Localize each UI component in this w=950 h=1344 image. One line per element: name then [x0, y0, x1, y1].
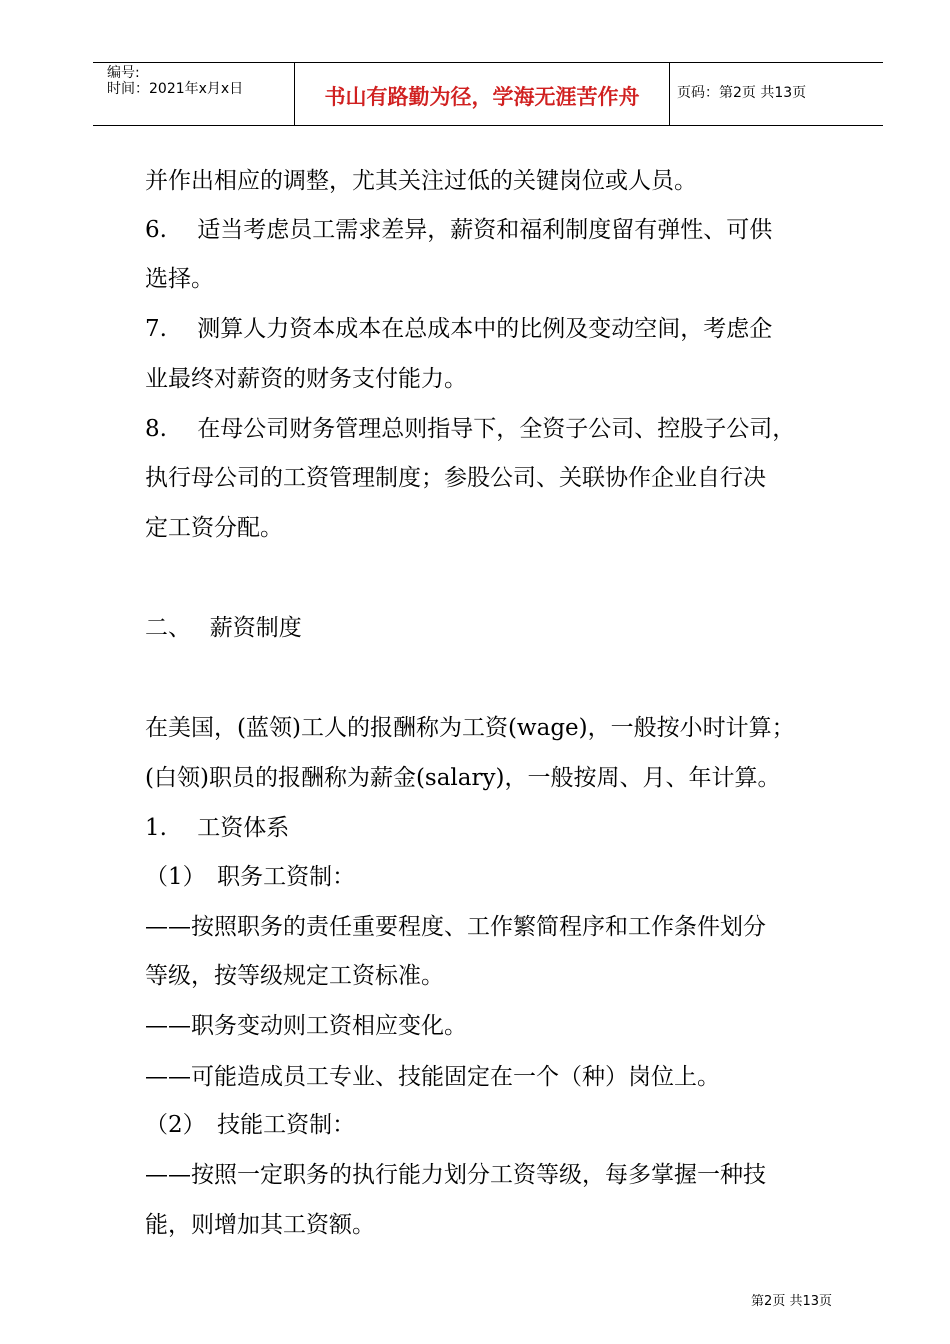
body-line: 执行母公司的工资管理制度；参股公司、关联协作企业自行决 [145, 465, 766, 491]
body-line: 业最终对薪资的财务支付能力。 [145, 366, 467, 392]
body-line: ——按照一定职务的执行能力划分工资等级，每多掌握一种技 [145, 1162, 766, 1188]
header-motto: 书山有路勤为径，学海无涯苦作舟 [324, 85, 640, 109]
body-line: （2） 技能工资制： [145, 1112, 356, 1138]
body-line: 能，则增加其工资额。 [145, 1212, 375, 1238]
header-page-cell [669, 63, 883, 125]
header-motto-cell [294, 63, 670, 125]
header-left-cell [93, 63, 294, 125]
body-line: 8. 在母公司财务管理总则指导下，全资子公司、控股子公司， [145, 416, 796, 442]
body-line: 在美国，(蓝领)工人的报酬称为工资(wage)，一般按小时计算； [145, 715, 795, 741]
body-line: ——可能造成员工专业、技能固定在一个（种）岗位上。 [145, 1064, 720, 1090]
body-line: (白领)职员的报酬称为薪金(salary)，一般按周、月、年计算。 [145, 765, 781, 791]
body-line: 等级，按等级规定工资标准。 [145, 963, 444, 989]
subsection-heading: 1. 工资体系 [145, 815, 290, 841]
page-footer: 第2页 共13页 [751, 1294, 832, 1309]
section-heading: 二、 薪资制度 [145, 615, 302, 641]
page-header [93, 62, 883, 126]
body-line: （1） 职务工资制： [145, 864, 356, 890]
document-code-label: 编号: [107, 65, 140, 81]
body-line: 并作出相应的调整，尤其关注过低的关键岗位或人员。 [145, 168, 697, 194]
body-line: ——按照职务的责任重要程度、工作繁简程序和工作条件划分 [145, 914, 766, 940]
body-line: 7. 测算人力资本成本在总成本中的比例及变动空间，考虑企 [145, 316, 773, 342]
body-line: ——职务变动则工资相应变化。 [145, 1013, 467, 1039]
body-line: 选择。 [145, 266, 214, 292]
header-page-number: 页码：第2页 共13页 [677, 85, 807, 101]
document-time-label: 时间：2021年x月x日 [107, 81, 244, 97]
body-line: 定工资分配。 [145, 515, 283, 541]
body-line: 6. 适当考虑员工需求差异，薪资和福利制度留有弹性、可供 [145, 217, 773, 243]
